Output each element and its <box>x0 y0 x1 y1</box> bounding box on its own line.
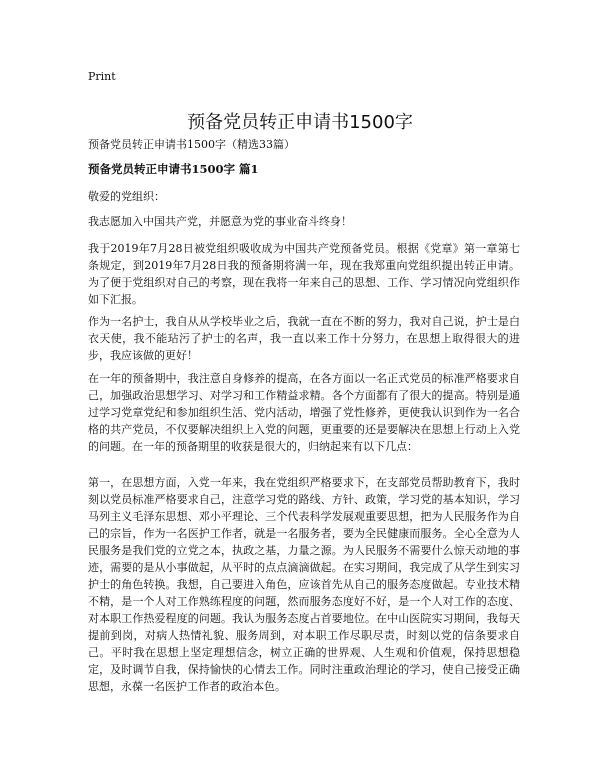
thought-paragraph: 第一，在思想方面，入党一年来，我在党组织严格要求下，在支部党员帮助教育下，我时刻以党员标准严格要求自己，注意学习党的路线、方针、政策，学习党的基本知识，学习马列主义毛泽东思想、邓小平理论、三个代表科学发展观重要思想，把为人民服务作为自己的宗旨，作为一名医护工作者，就是一名服务者，要为全民健康而服务。全心全意为人民服务是我们党的立党之本，执政之基，力量之源。为人民服务不需要什么惊天动地的事迹，需要的是从小事做起，从平时的点点滴滴做起。在实习期间，我完成了从学生到实习护士的角色转换。我想，自己要进入角色，应该首先从自己的服务态度做起。专业技术精不精，是一个人对工作熟练程度的问题，然而服务态度好不好，是一个人对工作的态度、对本职工作热爱程度的问题。我认为服务态度占首要地位。在中山医院实习期间，我每天提前到岗，对病人热情礼貌、服务周到，对本职工作尽职尽责，时刻以党的信条要求自己。平时我在思想上坚定理想信念，树立正确的世界观、人生观和价值观，保持思想稳定，及时调节自我，保持愉快的心情去工作。同时注重政治理论的学习，使自己接受正确思想，永葆一名医护工作者的政治本色。 <box>88 476 520 693</box>
document-title: 预备党员转正申请书1500字 <box>187 112 413 134</box>
intro-paragraph: 我于2019年7月28日被党组织吸收成为中国共产党预备党员。根据《党章》第一章第七条规定，到2019年7月28日我的预备期将满一年，现在我郑重向党组织提出转正申请。为了便于党组织对自己的考察，现在我将一年来自己的思想、工作、学习情况向党组织作如下汇报。 <box>88 242 520 306</box>
section-title: 预备党员转正申请书1500字 篇1 <box>88 162 259 176</box>
nurse-paragraph: 作为一名护士，我自从从学校毕业之后，我就一直在不断的努力，我对自己说，护士是白衣天使，我不能玷污了护士的名声，我一直以来工作十分努力，在思想上取得很大的进步，我应该做的更好！ <box>88 315 520 362</box>
probation-paragraph: 在一年的预备期中，我注意自身修养的提高，在各方面以一名正式党员的标准严格要求自己，加强政治思想学习、对学习和工作精益求精。各个方面都有了很大的提高。特别是通过学习党章党纪和参加组织生活、党内活动，增强了党性修养，更使我认识到作为一名合格的共产党员，不仅要解决组织上入党的问题，更重要的还是要解决在思想上行动上入党的问题。在一年的预备期里的收获是很大的，归纳起来有以下几点： <box>88 372 520 453</box>
print-label[interactable]: Print <box>88 70 116 83</box>
pledge-paragraph: 我志愿加入中国共产党，并愿意为党的事业奋斗终身！ <box>88 215 352 228</box>
salutation: 敬爱的党组织： <box>88 190 165 203</box>
document-subtitle: 预备党员转正申请书1500字（精选33篇） <box>88 138 295 151</box>
